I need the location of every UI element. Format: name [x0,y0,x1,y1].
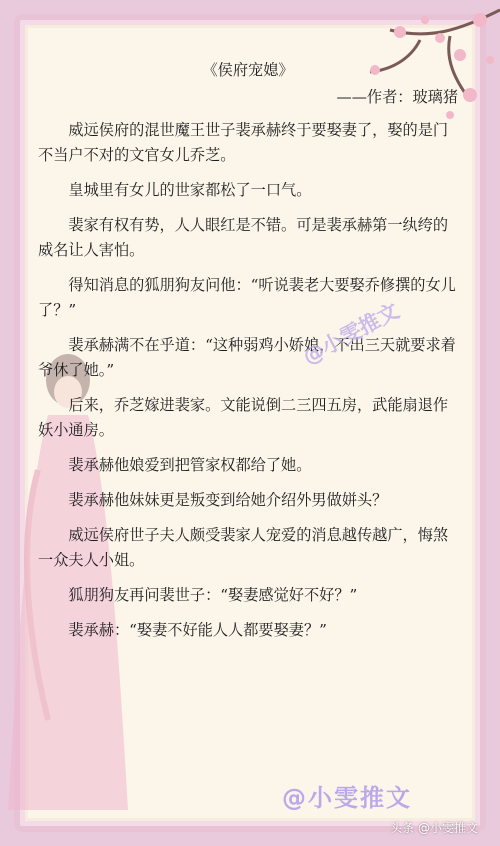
book-author: ——作者：玻璃猪 [336,88,458,106]
watermark-middle: @小雯推文 [298,298,403,370]
paragraph: 裴承赫他妹妹更是叛变到给她介绍外男做姘头？ [68,491,388,509]
paragraph: 裴承赫他娘爱到把管家权都给了她。 [68,456,312,474]
paragraph: 后来，乔芝嫁进裴家。文能说倒二三四五房，武能扇退作妖小通房。 [38,396,449,439]
article-body [38,58,458,653]
paragraph: 裴承赫满不在乎道：“这种弱鸡小娇娘，不出三天就要求着爷休了她。” [38,336,456,379]
paragraph: 裴承赫：“娶妻不好能人人都要娶妻？” [68,621,327,639]
paragraph: 裴家有权有势，人人眼红是不错。可是裴承赫第一纨绔的威名让人害怕。 [38,216,449,259]
watermark-bottom: @小雯推文 [282,784,412,812]
paragraph: 狐朋狗友再问裴世子：“娶妻感觉好不好？” [68,586,358,604]
paragraph: 皇城里有女儿的世家都松了一口气。 [68,181,312,199]
paragraph: 威远侯府的混世魔王世子裴承赫终于要娶妻了，娶的是门不当户不对的文官女儿乔芝。 [38,121,449,164]
paragraph: 得知消息的狐朋狗友问他：“听说裴老大要娶乔修撰的女儿了？” [38,276,456,319]
paragraph: 威远侯府世子夫人颇受裴家人宠爱的消息越传越广，悔煞一众夫人小姐。 [38,526,449,569]
book-title: 《侯府宠媳》 [202,61,294,79]
footer-credit: 头条 @小雯推文 [390,821,478,835]
